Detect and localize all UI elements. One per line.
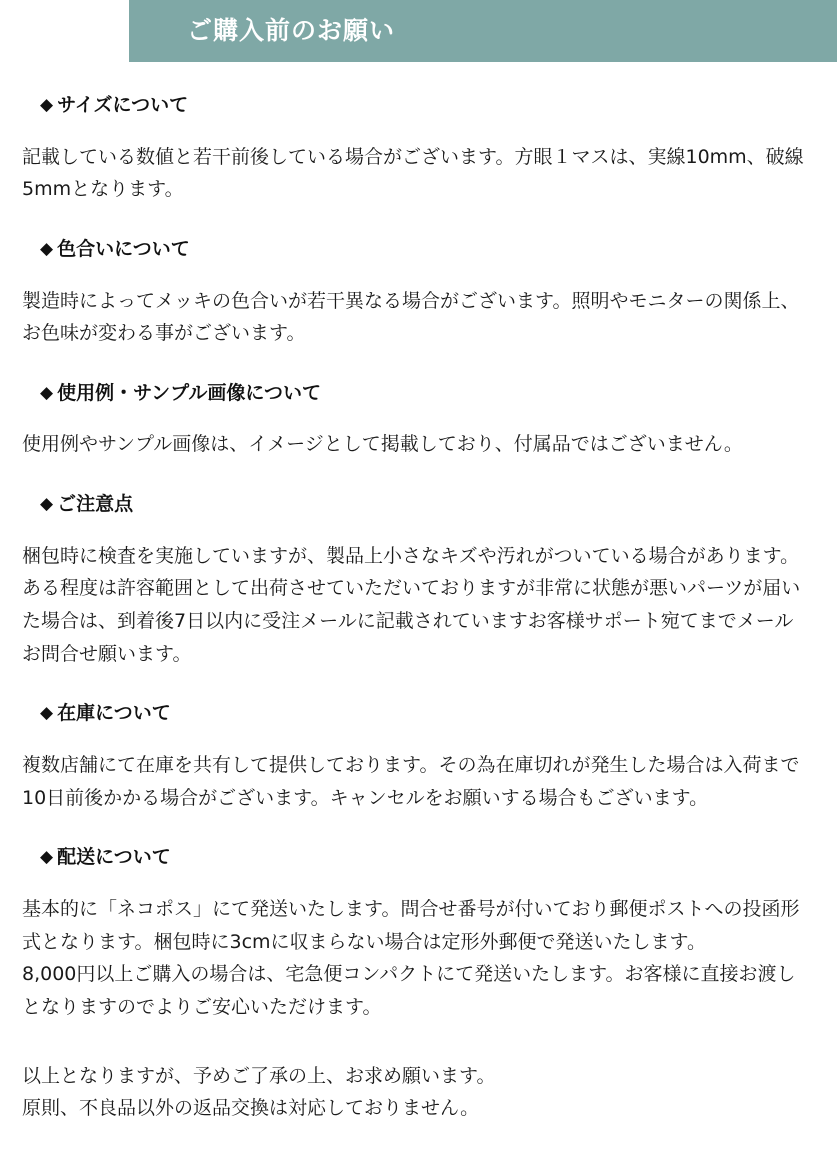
- section-body-stock: [22, 749, 811, 814]
- paragraph: 使用例やサンプル画像は、イメージとして掲載しており、付属品ではございません。: [22, 433, 743, 456]
- section-sample-images: [22, 380, 811, 461]
- section-heading-shipping: [22, 844, 811, 871]
- section-heading-cautions-label: ご注意点: [57, 493, 134, 516]
- section-heading-stock-label: 在庫について: [57, 702, 171, 725]
- section-body-cautions: [22, 540, 811, 671]
- paragraph: 複数店舗にて在庫を共有して提供しております。その為在庫切れが発生した場合は入荷まで10日前後かかる場合がございます。キャンセルをお願いする場合もございます。: [22, 754, 800, 809]
- diamond-bullet-icon: ◆: [40, 494, 54, 515]
- closing-note: [22, 1060, 811, 1125]
- closing-line: 原則、不良品以外の返品交換は対応しておりません。: [22, 1097, 480, 1120]
- section-color: [22, 236, 811, 350]
- paragraph: 基本的に「ネコポス」にて発送いたします。問合せ番号が付いており郵便ポストへの投函形式となります。梱包時に3cmに収まらない場合は定形外郵便で発送いたします。: [22, 897, 800, 953]
- section-body-color: [22, 285, 811, 350]
- diamond-bullet-icon: ◆: [40, 847, 54, 868]
- paragraph: 梱包時に検査を実施していますが、製品上小さなキズや汚れがついている場合があります。ある程度は許容範囲として出荷させていただいておりますが非常に状態が悪いパーツが届いた場合は、到着後7日以内に受注メールに記載されていますお客様サポート宛てまでメールお問合せ願います。: [22, 544, 801, 665]
- section-heading-shipping-label: 配送について: [57, 846, 171, 869]
- paragraph: 製造時によってメッキの色合いが若干異なる場合がございます。照明やモニターの関係上、お色味が変わる事がございます。: [22, 289, 800, 345]
- section-heading-size: [22, 92, 811, 119]
- page-title: ご購入前のお願い: [187, 16, 396, 45]
- diamond-bullet-icon: ◆: [40, 382, 54, 403]
- header-left-margin: [0, 0, 129, 62]
- section-size: [22, 92, 811, 206]
- section-heading-stock: [22, 700, 811, 727]
- section-stock: [22, 700, 811, 814]
- page-header-band: [0, 0, 837, 62]
- section-heading-color-label: 色合いについて: [57, 237, 190, 260]
- section-cautions: [22, 491, 811, 670]
- section-body-shipping: [22, 893, 811, 1024]
- diamond-bullet-icon: ◆: [40, 703, 54, 724]
- header-strip: [129, 0, 837, 62]
- diamond-bullet-icon: ◆: [40, 95, 54, 115]
- section-body-sample-images: [22, 428, 811, 461]
- section-heading-sample-images-label: 使用例・サンプル画像について: [57, 381, 321, 404]
- section-body-size: [22, 141, 811, 206]
- closing-line: 以上となりますが、予めご了承の上、お求め願います。: [22, 1064, 496, 1087]
- section-heading-color: [22, 236, 811, 263]
- diamond-bullet-icon: ◆: [40, 238, 54, 259]
- notice-content: [0, 92, 837, 1125]
- section-heading-cautions: [22, 491, 811, 518]
- section-heading-size-label: サイズについて: [57, 94, 189, 116]
- section-shipping: [22, 844, 811, 1023]
- paragraph: 8,000円以上ご購入の場合は、宅急便コンパクトにて発送いたします。お客様に直接お渡しとなりますのでよりご安心いただけます。: [22, 963, 796, 1018]
- paragraph: 記載している数値と若干前後している場合がございます。方眼１マスは、実線10mm、破線5mmとなります。: [22, 145, 804, 201]
- section-heading-sample-images: [22, 380, 811, 407]
